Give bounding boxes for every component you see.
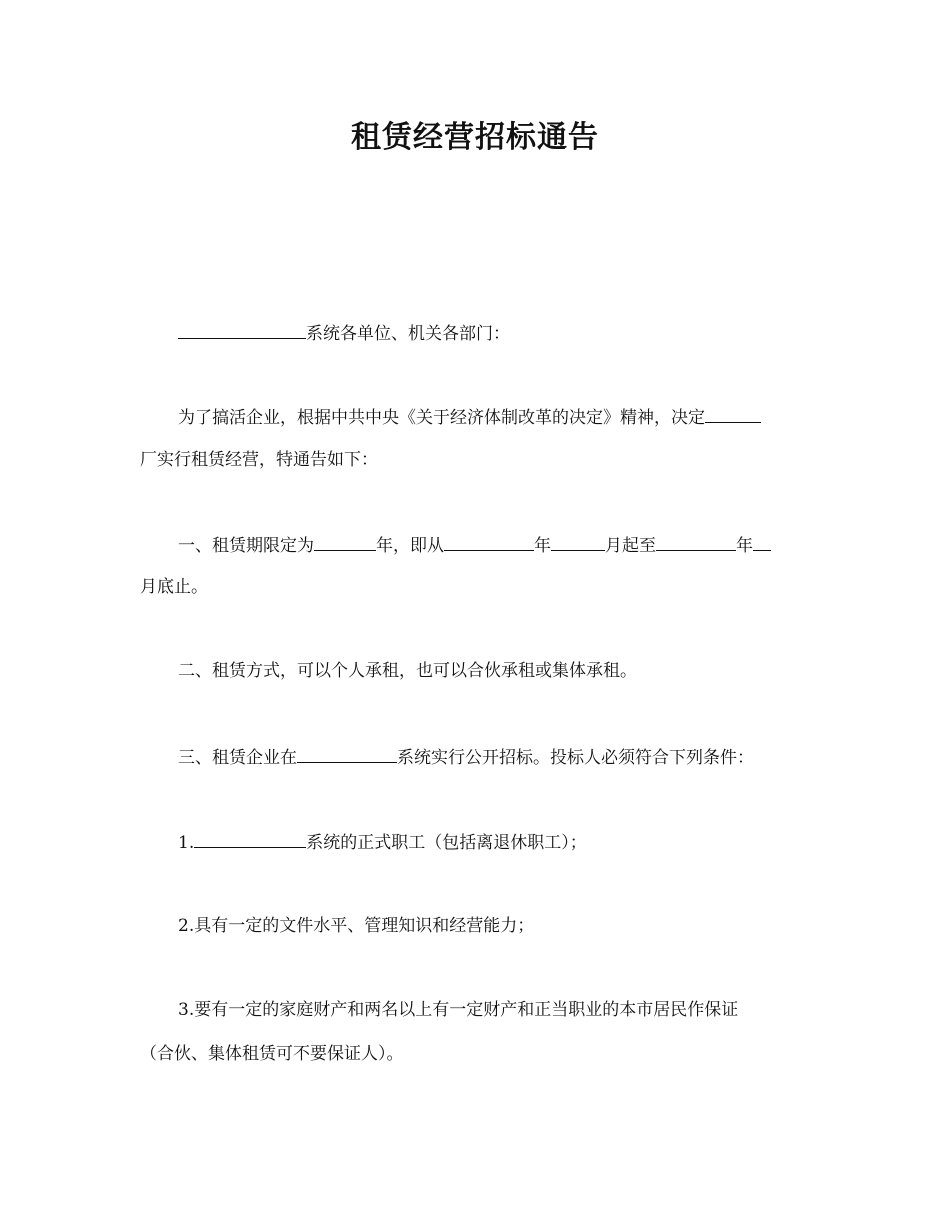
blank-field	[297, 744, 397, 763]
blank-field	[753, 532, 771, 551]
salutation-text: 系统各单位、机关各部门：	[306, 324, 510, 344]
blank-field	[178, 320, 306, 339]
intro-line-2	[140, 448, 820, 472]
clause-3-text: 三、租赁企业在	[178, 748, 297, 768]
salutation-line	[178, 320, 858, 346]
clause-1-text: 年，即从	[376, 536, 444, 556]
item-3-line-2	[140, 1042, 820, 1066]
clause-1-text: 年	[736, 536, 753, 556]
clause-3-text: 系统实行公开招标。投标人必须符合下列条件：	[397, 748, 754, 768]
clause-3-line	[178, 744, 858, 770]
blank-field	[194, 829, 306, 848]
item-3-text: （合伙、集体租赁可不要保证人）。	[140, 1044, 404, 1064]
blank-field	[656, 532, 736, 551]
intro-line-1	[178, 404, 858, 430]
document-title: 租赁经营招标通告	[351, 120, 599, 155]
item-1-text: 系统的正式职工（包括离退休职工）；	[306, 833, 587, 853]
item-1-line	[178, 829, 858, 855]
intro-text-part2: 厂实行租赁经营，特通告如下：	[140, 450, 378, 470]
item-1-number: 1.	[178, 833, 195, 853]
clause-1-line-2	[140, 575, 820, 599]
clause-1-line-1	[178, 532, 858, 558]
blank-field	[551, 532, 605, 551]
item-2-text: 2.具有一定的文件水平、管理知识和经营能力；	[178, 916, 535, 936]
blank-field	[314, 532, 376, 551]
intro-text-part1: 为了搞活企业，根据中共中央《关于经济体制改革的决定》精神，决定	[178, 408, 705, 428]
blank-field	[444, 532, 534, 551]
clause-1-text: 月底止。	[140, 577, 208, 597]
clause-2-text: 二、租赁方式，可以个人承租，也可以合伙承租或集体承租。	[178, 661, 637, 681]
clause-1-text: 年	[534, 536, 551, 556]
clause-1-text: 一、租赁期限定为	[178, 536, 314, 556]
blank-field	[705, 404, 761, 423]
item-2-line	[178, 914, 858, 938]
item-3-text: 3.要有一定的家庭财产和两名以上有一定财产和正当职业的本市居民作保证	[178, 1000, 739, 1020]
clause-1-text: 月起至	[605, 536, 656, 556]
item-3-line-1	[178, 998, 858, 1022]
clause-2-line	[178, 659, 858, 683]
